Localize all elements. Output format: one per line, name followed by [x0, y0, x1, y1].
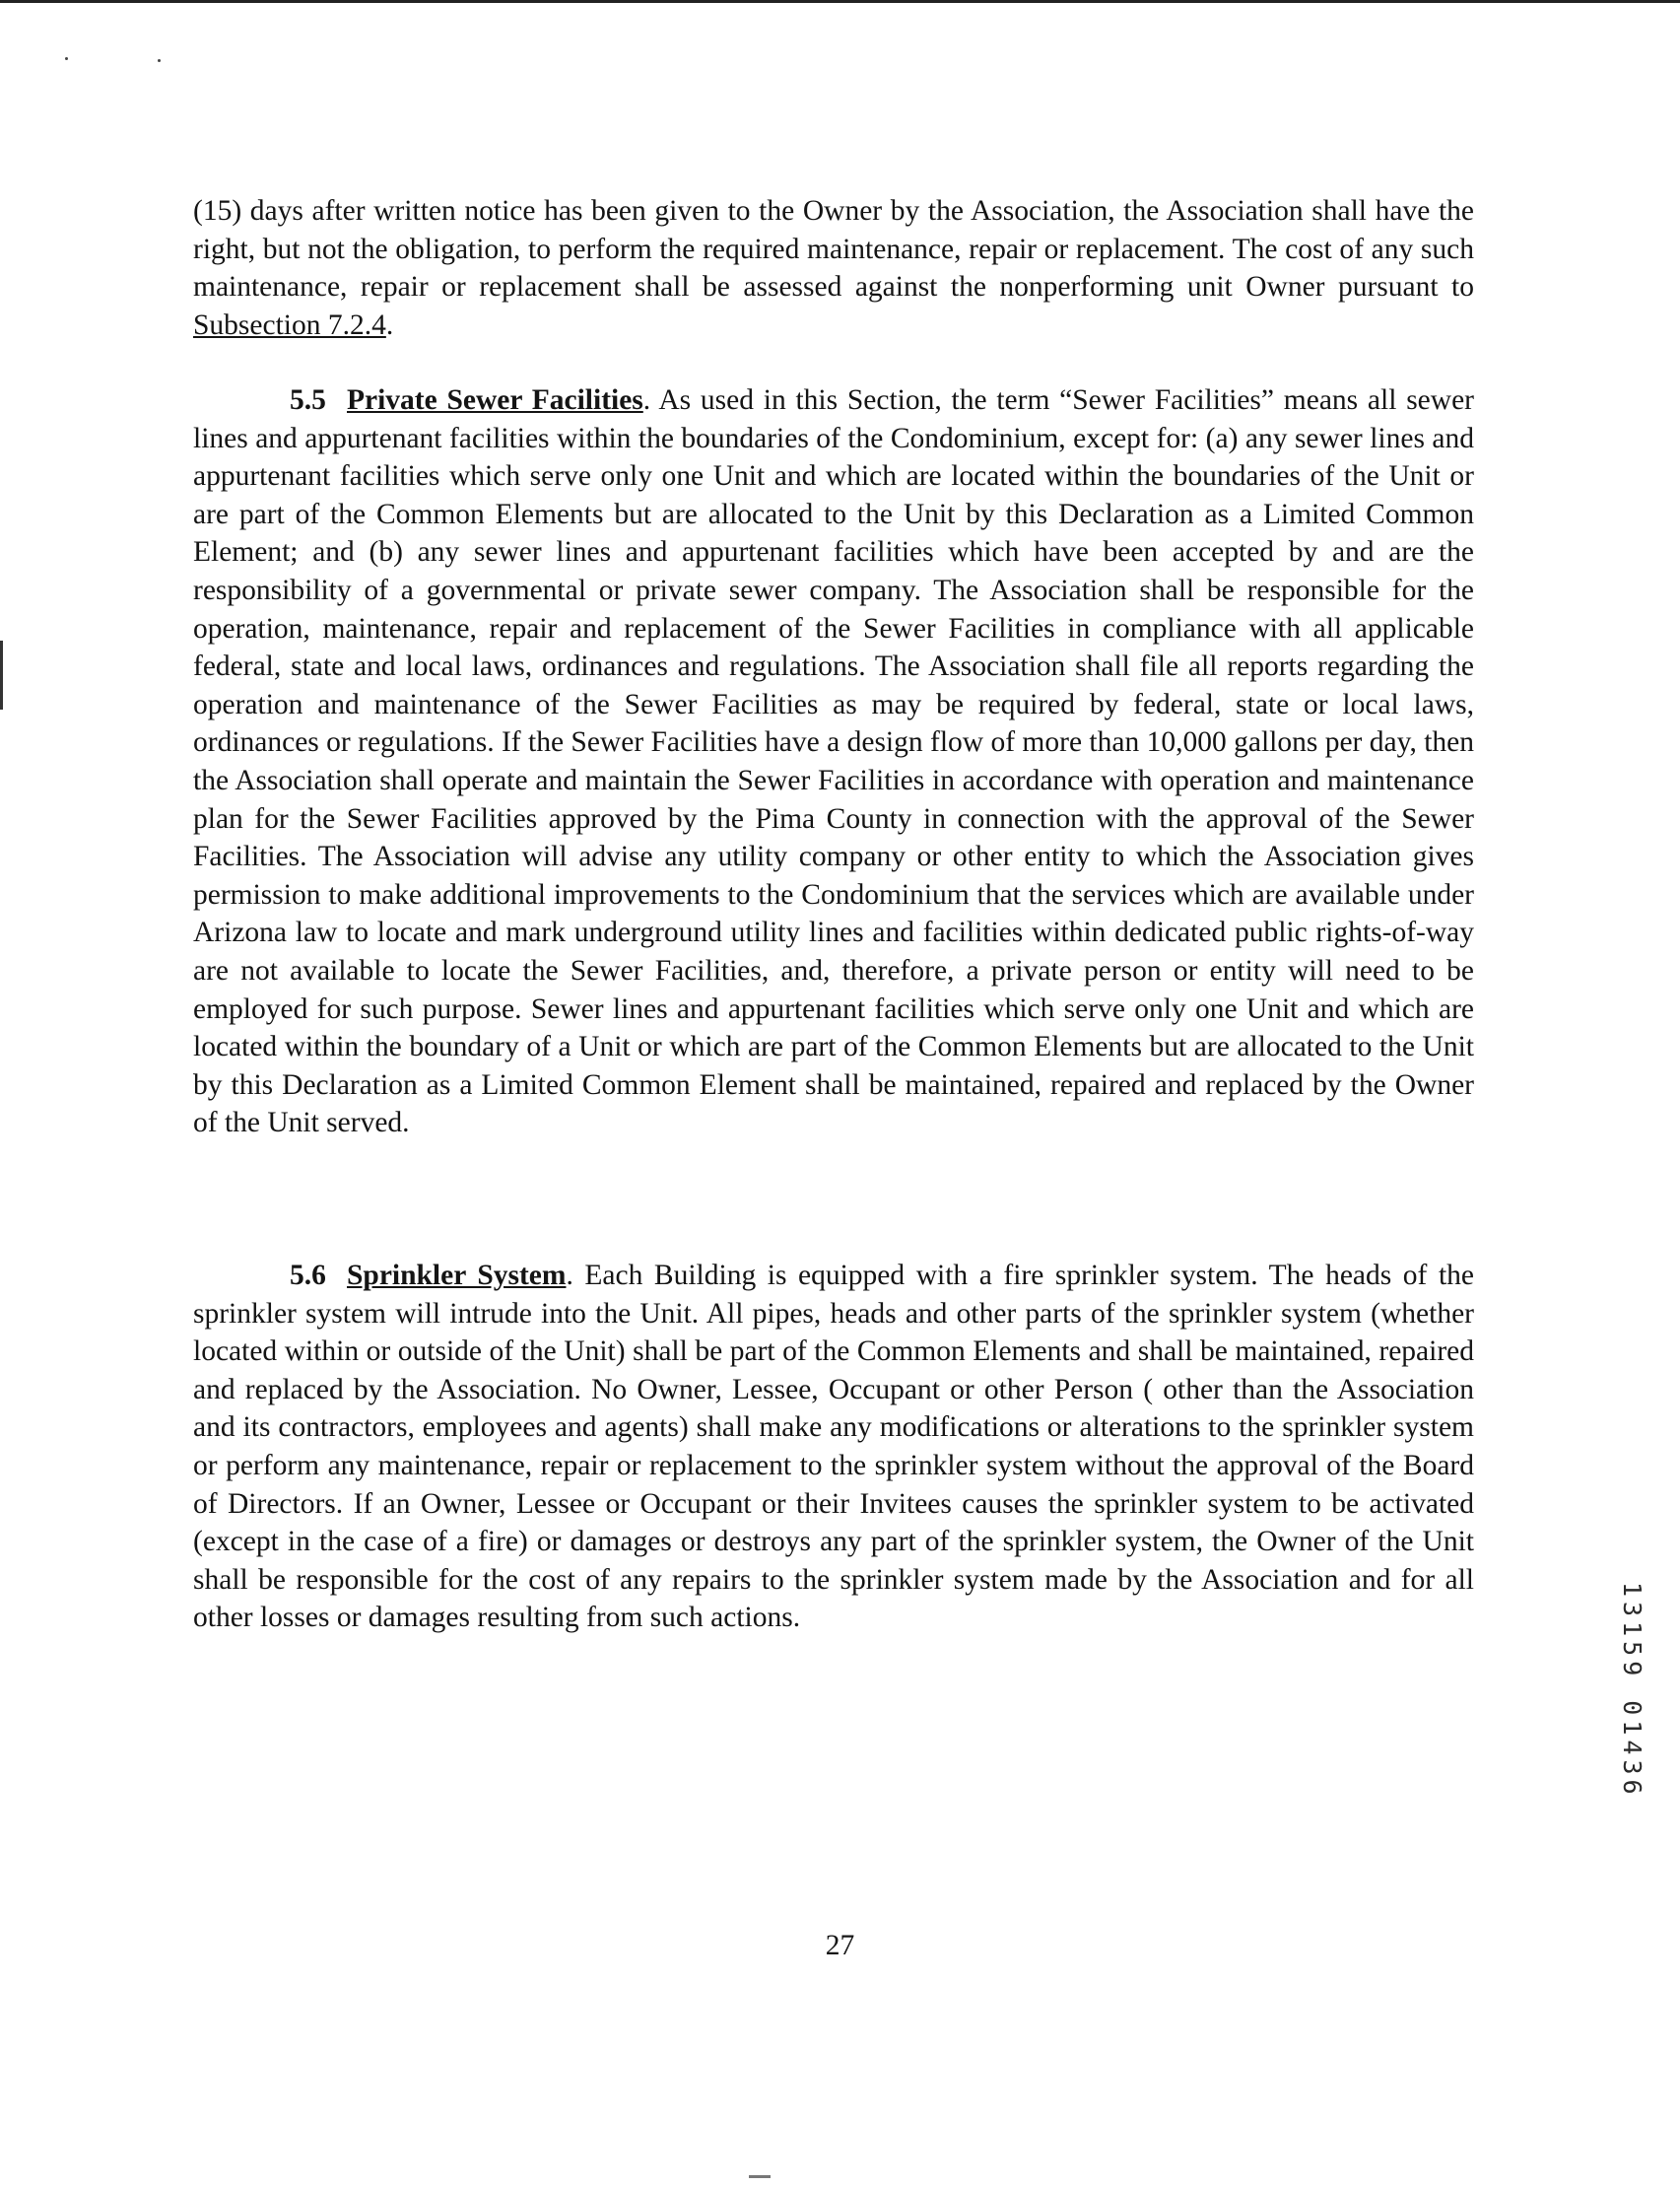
scan-speck — [65, 57, 68, 60]
scan-bottom-mark — [749, 2175, 771, 2178]
section-5-6 — [193, 1257, 1474, 1637]
section-body: Each Building is equipped with a fire sprinkler system. The heads of the sprinkler system will intrude into the Unit. All pipes, heads and other parts of the sprinkler system (whether located within or outside of the Unit) shall be part of the Common Elements and shall be maintained, repaired and replaced by the Association. No Owner, Lessee, Occupant or other Person ( other than the Association and its contractors, employees and agents) shall make any modifications or alterations to the sprinkler system or perform any maintenance, repair or replacement to the sprinkler system without the approval of the Board of Directors. If an Owner, Lessee or Occupant or their Invitees causes the sprinkler system to be activated (except in the case of a fire) or damages or destroys any part of the sprinkler system, the Owner of the Unit shall be responsible for the cost of any repairs to the sprinkler system made by the Association and for all other losses or damages resulting from such actions. — [193, 1260, 1474, 1634]
page-number: 27 — [825, 1930, 855, 1961]
scan-left-edge-mark — [0, 641, 3, 710]
continuation-end: . — [385, 308, 394, 341]
section-number: 5.6 — [290, 1260, 326, 1291]
section-title-punct: . — [566, 1260, 573, 1291]
section-number: 5.5 — [290, 384, 326, 416]
section-5-5 — [193, 381, 1474, 1142]
section-title: Private Sewer Facilities — [347, 384, 643, 416]
subsection-reference: Subsection 7.2.4 — [193, 308, 386, 341]
paragraph-continuation — [193, 192, 1474, 344]
scan-top-edge — [0, 0, 1680, 3]
section-title-punct: . — [642, 384, 651, 416]
recording-number-stamp: 13159 01436 — [1618, 1582, 1646, 1800]
scan-speck — [158, 59, 161, 62]
section-title: Sprinkler System — [347, 1260, 567, 1291]
continuation-text: (15) days after written notice has been given to the Owner by the Association, the Association shall have the right, but not the obligation, to perform the required maintenance, repair or replacement. The cost of any such maintenance, repair or replacement shall be assessed against the nonperforming unit Owner pursuant to — [193, 195, 1474, 304]
section-body: As used in this Section, the term “Sewer Facilities” means all sewer lines and appurtenant facilities within the boundaries of the Condominium, except for: (a) any sewer lines and appurtenant facilities which serve only one Unit and which are located within the boundaries of the Unit or are part of the Common Elements but are allocated to the Unit by this Declaration as a Limited Common Element; and (b) any sewer lines and appurtenant facilities which have been accepted by and are the responsibility of a governmental or private sewer company. The Association shall be responsible for the operation, maintenance, repair and replacement of the Sewer Facilities in compliance with all applicable federal, state and local laws, ordinances and regulations. The Association shall file all reports regarding the operation and maintenance of the Sewer Facilities as may be required by federal, state or local laws, ordinances or regulations. If the Sewer Facilities have a design flow of more than 10,000 gallons per day, then the Association shall operate and maintain the Sewer Facilities in accordance with operation and maintenance plan for the Sewer Facilities approved by the Pima County in connection with the approval of the Sewer Facilities. The Association will advise any utility company or other entity to which the Association gives permission to make additional improvements to the Condominium that the services which are available under Arizona law to locate and mark underground utility lines and facilities within dedicated public rights-of-way are not available to locate the Sewer Facilities, and, therefore, a private person or entity will need to be employed for such purpose. Sewer lines and appurtenant facilities which serve only one Unit and which are located within the boundary of a Unit or which are part of the Common Elements but are allocated to the Unit by this Declaration as a Limited Common Element shall be maintained, repaired and replaced by the Owner of the Unit served. — [193, 384, 1474, 1139]
